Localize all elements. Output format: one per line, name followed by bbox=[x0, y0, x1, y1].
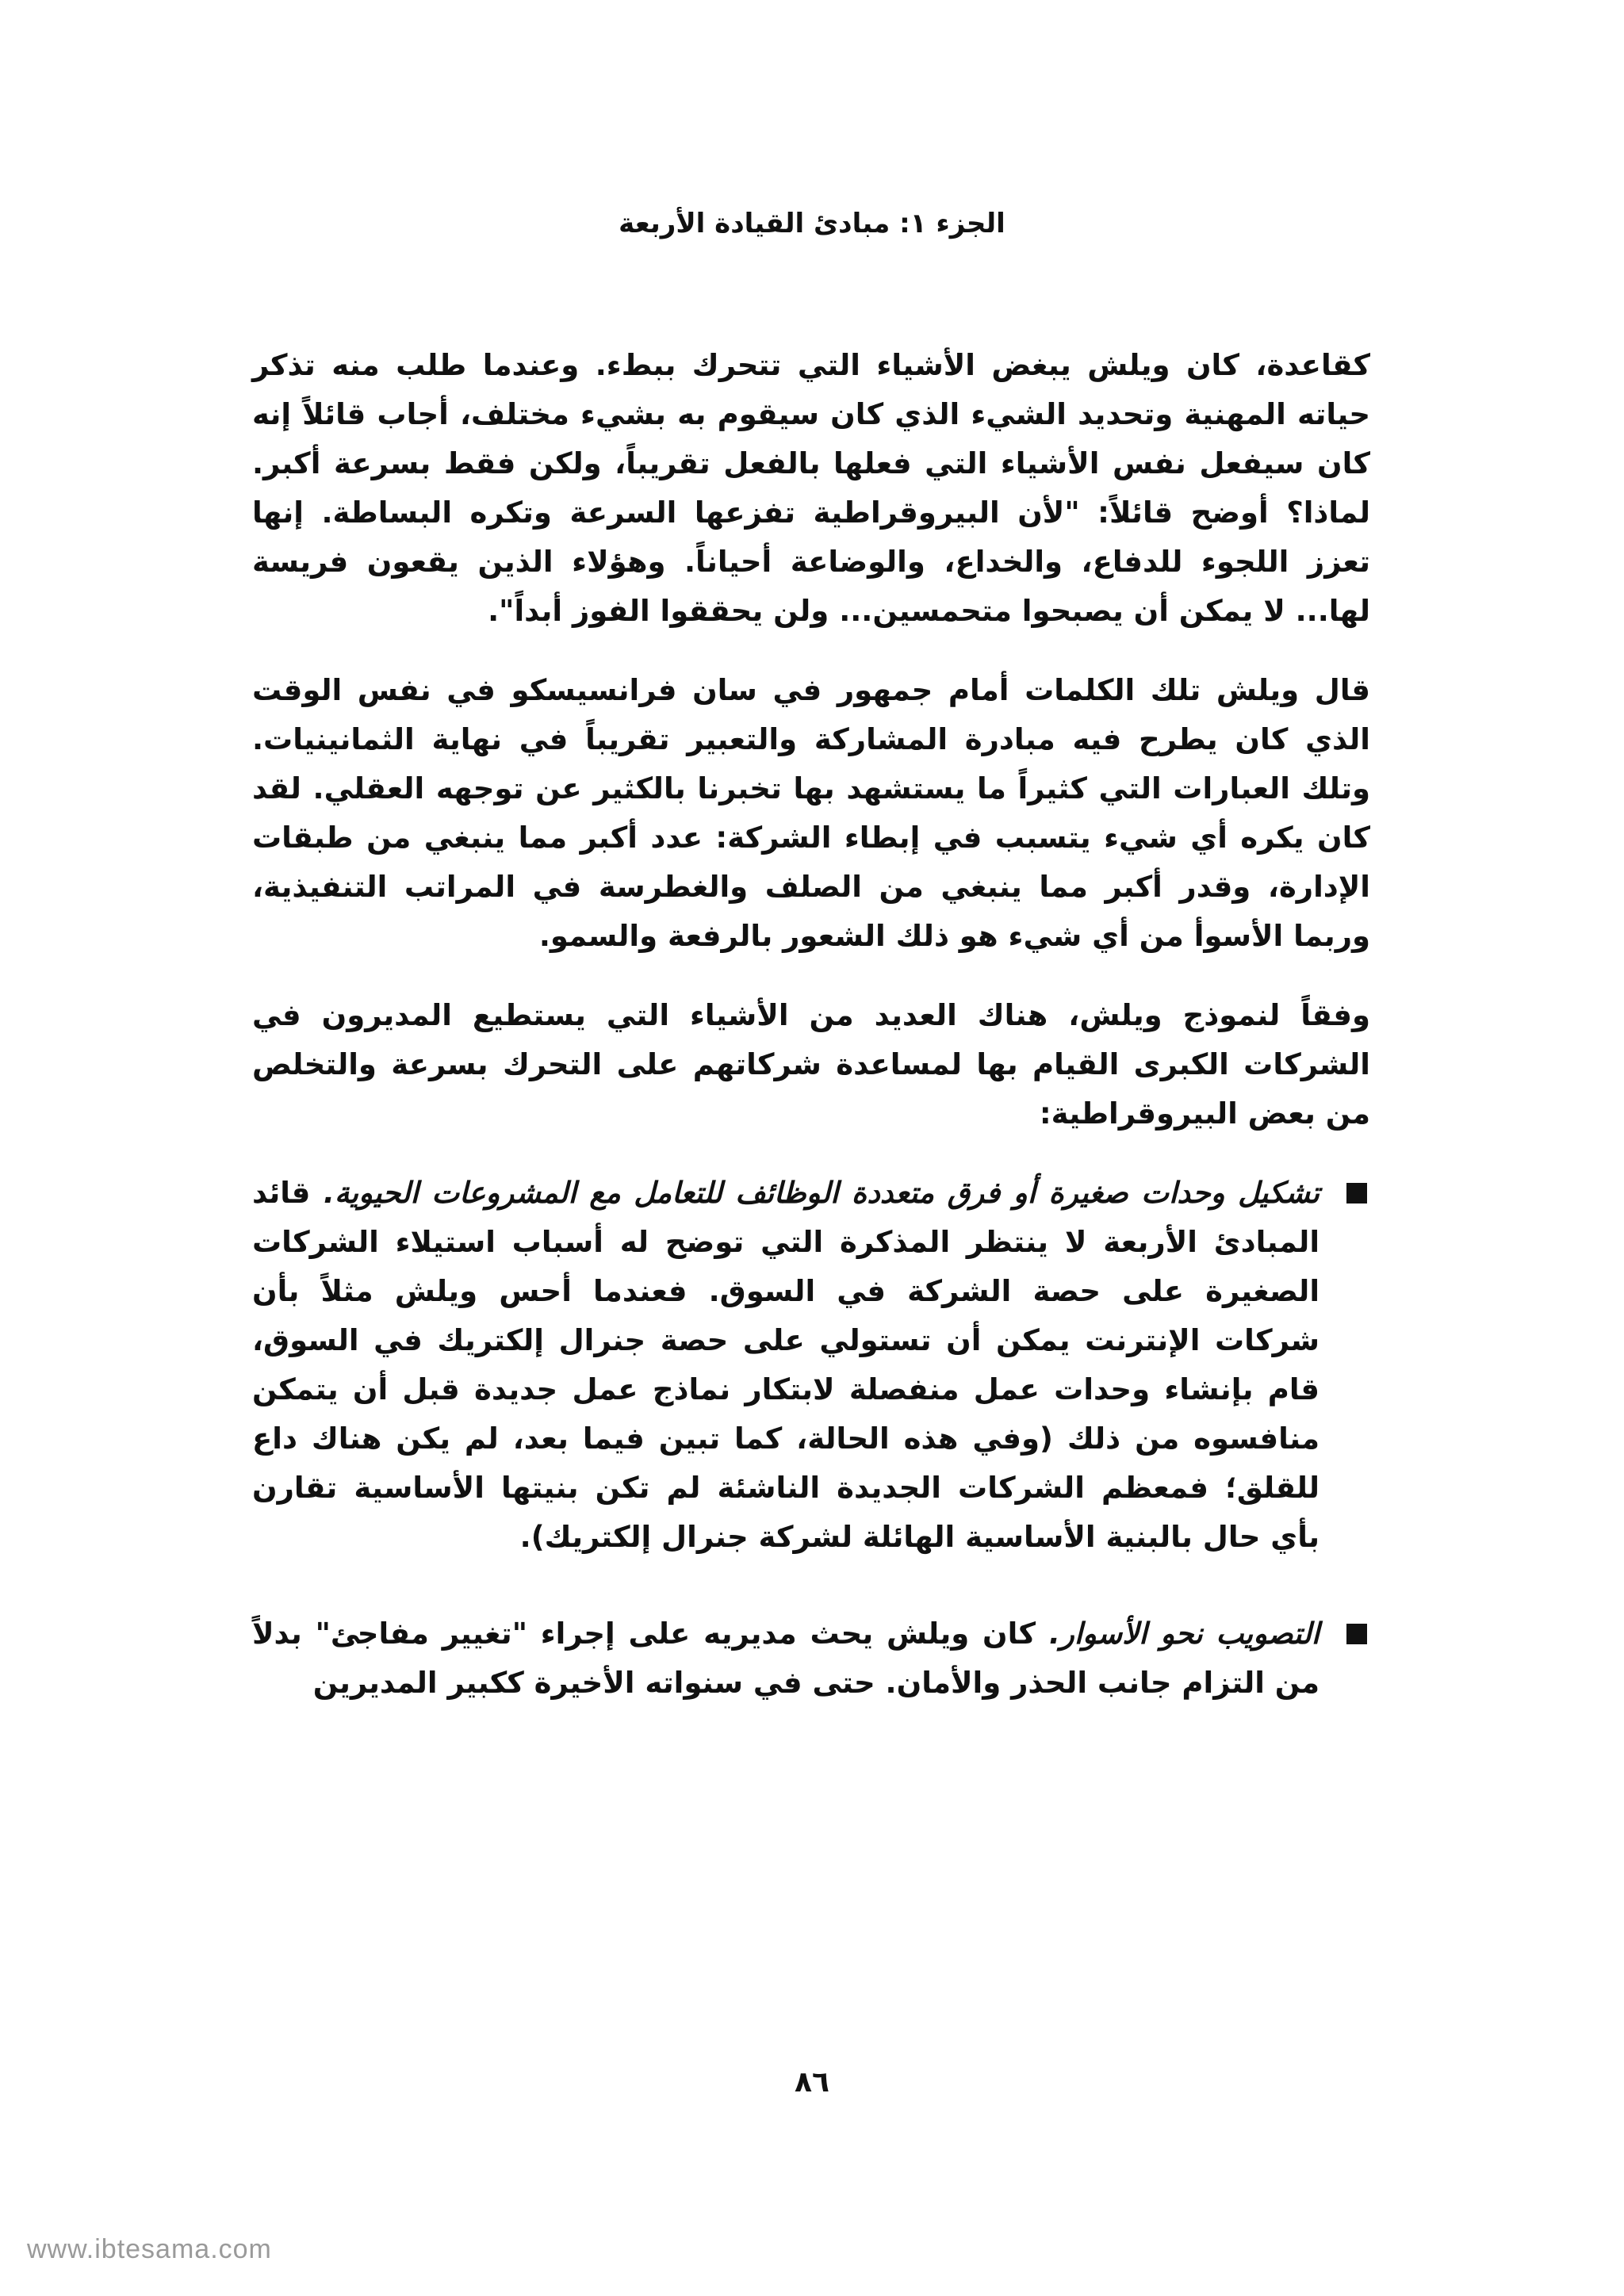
square-bullet-icon bbox=[1346, 1183, 1367, 1203]
bullet-lead: تشكيل وحدات صغيرة أو فرق متعددة الوظائف للتعامل مع المشروعات الحيوية. bbox=[310, 1176, 1320, 1210]
bullet-item-2 bbox=[252, 1609, 1370, 1708]
paragraph-2: قال ويلش تلك الكلمات أمام جمهور في سان فرانسيسكو في نفس الوقت الذي كان يطرح فيه مبادرة المشاركة والتعبير تقريباً في نهاية الثمانينيات. وتلك العبارات التي كثيراً ما يستشهد بها تخبرنا بالكثير عن توجهه العقلي. لقد كان يكره أي شيء يتسبب في إبطاء الشركة: عدد أكبر مما ينبغي من طبقات الإدارة، وقدر أكبر مما ينبغي من الصلف والغطرسة في المراتب التنفيذية، وربما الأسوأ من أي شيء هو ذلك الشعور بالرفعة والسمو. bbox=[252, 673, 1370, 953]
body-text bbox=[252, 341, 1370, 1755]
bullet-body: قائد المبادئ الأربعة لا ينتظر المذكرة التي توضح له أسباب استيلاء الشركات الصغيرة على حصة الشركة في السوق. فعندما أحس ويلش مثلاً بأن شركات الإنترنت يمكن أن تستولي على حصة جنرال إلكتريك في السوق، قام بإنشاء وحدات عمل منفصلة لابتكار نماذج عمل جديدة قبل أن يتمكن منافسوه من ذلك (وفي هذه الحالة، كما تبين فيما بعد، لم يكن هناك داع للقلق؛ فمعظم الشركات الجديدة الناشئة لم تكن بنيتها الأساسية تقارن بأي حال بالبنية الأساسية الهائلة لشركة جنرال إلكتريك). bbox=[252, 1176, 1320, 1554]
bullet-body: كان ويلش يحث مديريه على إجراء "تغيير مفاجئ" بدلاً من التزام جانب الحذر والأمان. حتى في سنواته الأخيرة ككبير المديرين bbox=[252, 1617, 1320, 1700]
paragraph-3: وفقاً لنموذج ويلش، هناك العديد من الأشياء التي يستطيع المديرون في الشركات الكبرى القيام بها لمساعدة شركاتهم على التحرك بسرعة والتخلص من بعض البيروقراطية: bbox=[252, 998, 1370, 1131]
bullet-item-1 bbox=[252, 1169, 1370, 1562]
paragraph-1: كقاعدة، كان ويلش يبغض الأشياء التي تتحرك ببطء. وعندما طلب منه تذكر حياته المهنية وتحديد الشيء الذي كان سيقوم به بشيء مختلف، أجاب قائلاً إنه كان سيفعل نفس الأشياء التي فعلها بالفعل تقريباً، ولكن فقط بسرعة أكبر. لماذا؟ أوضح قائلاً: "لأن البيروقراطية تفزعها السرعة وتكره البساطة. إنها تعزز اللجوء للدفاع، والخداع، والوضاعة أحياناً. وهؤلاء الذين يقعون فريسة لها... لا يمكن أن يصبحوا متحمسين... ولن يحققوا الفوز أبداً". bbox=[252, 348, 1370, 628]
bullet-lead: التصويب نحو الأسوار. bbox=[1036, 1617, 1320, 1651]
square-bullet-icon bbox=[1346, 1624, 1367, 1644]
running-header: الجزء ١: مبادئ القيادة الأربعة bbox=[619, 208, 1005, 239]
watermark: www.ibtesama.com bbox=[27, 2234, 272, 2264]
page-number: ٨٦ bbox=[795, 2066, 829, 2099]
